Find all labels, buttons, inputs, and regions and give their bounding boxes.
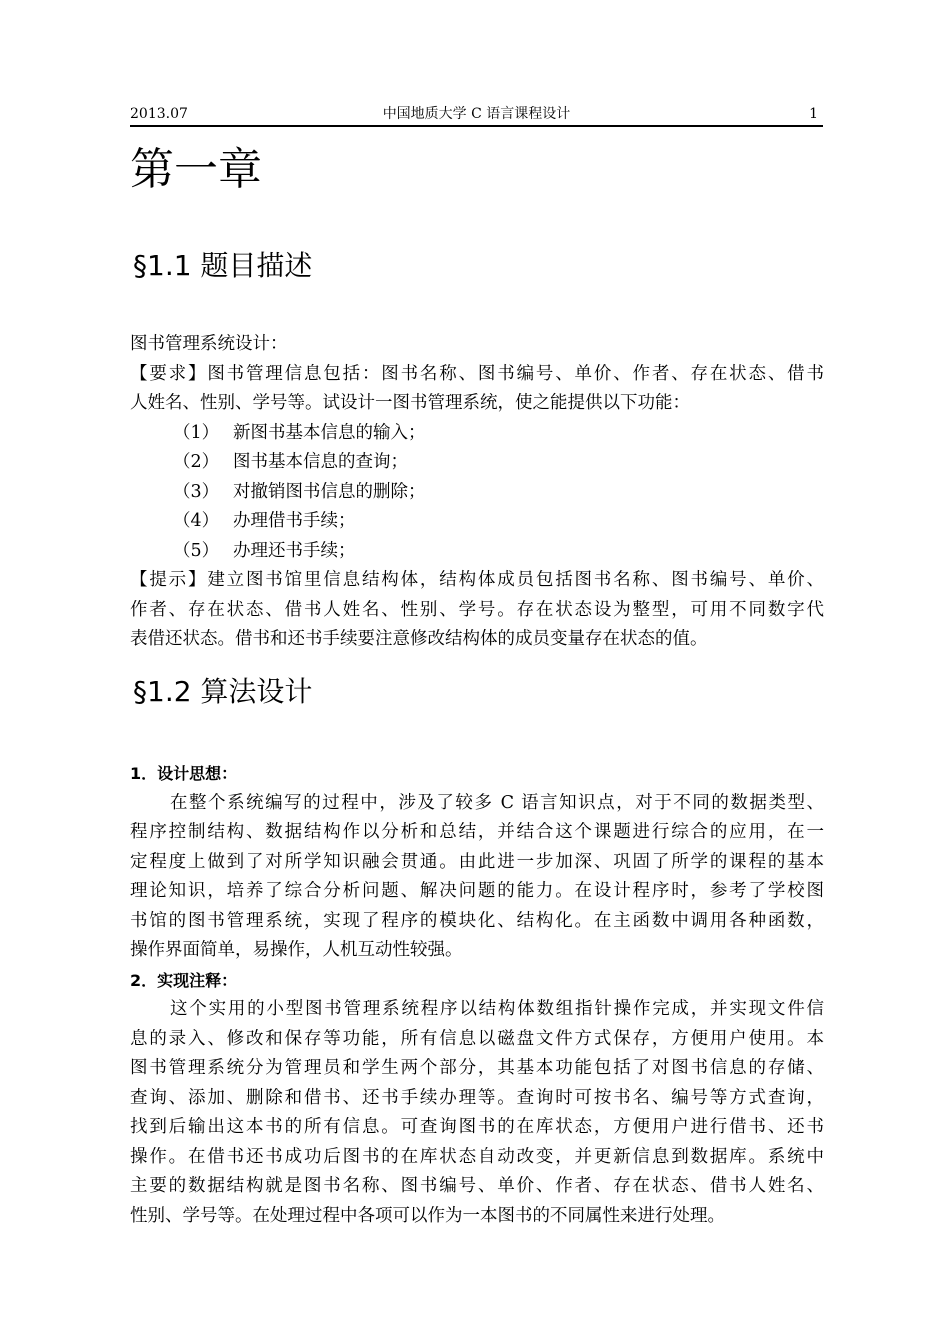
hint-line: 表借还状态。借书和还书手续要注意修改结构体的成员变量存在状态的值。 (130, 629, 708, 649)
chapter-title: 第一章 (130, 144, 262, 195)
paragraph-line: 查询、添加、删除和借书、还书手续办理等。查询时可按书名、编号等方式查询， (130, 1087, 824, 1108)
list-item-text: 新图书基本信息的输入； (233, 422, 426, 443)
list-item (130, 537, 824, 567)
section-2-body (130, 759, 824, 1231)
list-item-text: 办理借书手续； (233, 511, 356, 531)
paragraph-line: 定程度上做到了对所学知识融会贯通。由此进一步加深、巩固了所学的课程的基本 (130, 851, 824, 872)
list-item-text: 图书基本信息的查询； (233, 452, 408, 472)
section-1-title: §1.1 题目描述 (133, 249, 313, 282)
intro-line: 图书管理系统设计： (130, 334, 288, 354)
requirement-line: 【要求】图书管理信息包括：图书名称、图书编号、单价、作者、存在状态、借书 (130, 363, 824, 384)
list-item (130, 419, 824, 449)
list-item (130, 478, 824, 508)
section-1-body (130, 330, 824, 655)
subheading-design-idea: 1．设计思想： (130, 764, 238, 783)
list-item-number: （2） (173, 452, 220, 472)
list-item-number: （3） (173, 481, 220, 502)
paragraph-line: 书馆的图书管理系统，实现了程序的模块化、结构化。在主函数中调用各种函数， (130, 910, 824, 931)
hint-line: 作者、存在状态、借书人姓名、性别、学号。存在状态设为整型，可用不同数字代 (130, 599, 824, 620)
paragraph-line: 操作。在借书还书成功后图书的在库状态自动改变，并更新信息到数据库。系统中 (130, 1146, 824, 1167)
list-item-number: （5） (173, 540, 220, 561)
paragraph-line: 在整个系统编写的过程中，涉及了较多 C 语言知识点，对于不同的数据类型、 (170, 792, 824, 813)
paragraph-line: 图书管理系统分为管理员和学生两个部分，其基本功能包括了对图书信息的存储、 (130, 1058, 824, 1078)
list-item-number: （1） (173, 422, 220, 443)
paragraph-line: 操作界面简单，易操作，人机互动性较强。 (130, 940, 463, 960)
hint-line: 【提示】建立图书馆里信息结构体，结构体成员包括图书名称、图书编号、单价、 (130, 570, 824, 590)
section-2-title: §1.2 算法设计 (133, 675, 313, 708)
header-page-number: 1 (809, 106, 818, 122)
list-item-number: （4） (173, 511, 220, 531)
paragraph-line: 找到后输出这本书的所有信息。可查询图书的在库状态，方便用户进行借书、还书 (130, 1117, 824, 1137)
list-item (130, 448, 824, 478)
header-title: 中国地质大学 C 语言课程设计 (382, 106, 571, 122)
list-item-text: 办理还书手续； (233, 540, 356, 561)
paragraph-line: 主要的数据结构就是图书名称、图书编号、单价、作者、存在状态、借书人姓名、 (130, 1176, 824, 1196)
paragraph-line: 程序控制结构、数据结构作以分析和总结，并结合这个课题进行综合的应用，在一 (130, 822, 824, 842)
paragraph-line: 息的录入、修改和保存等功能，所有信息以磁盘文件方式保存，方便用户使用。本 (130, 1028, 824, 1049)
paragraph-line: 性别、学号等。在处理过程中各项可以作为一本图书的不同属性来进行处理。 (130, 1205, 725, 1226)
list-item (130, 507, 824, 537)
paragraph-line: 这个实用的小型图书管理系统程序以结构体数组指针操作完成，并实现文件信 (170, 999, 824, 1019)
subheading-implementation-notes: 2．实现注释： (130, 970, 238, 990)
paragraph-line: 理论知识，培养了综合分析问题、解决问题的能力。在设计程序时，参考了学校图 (130, 881, 824, 901)
page-header (130, 103, 823, 127)
requirement-line: 人姓名、性别、学号等。试设计一图书管理系统，使之能提供以下功能： (130, 393, 690, 413)
header-date: 2013.07 (130, 106, 188, 122)
list-item-text: 对撤销图书信息的删除； (233, 481, 426, 502)
